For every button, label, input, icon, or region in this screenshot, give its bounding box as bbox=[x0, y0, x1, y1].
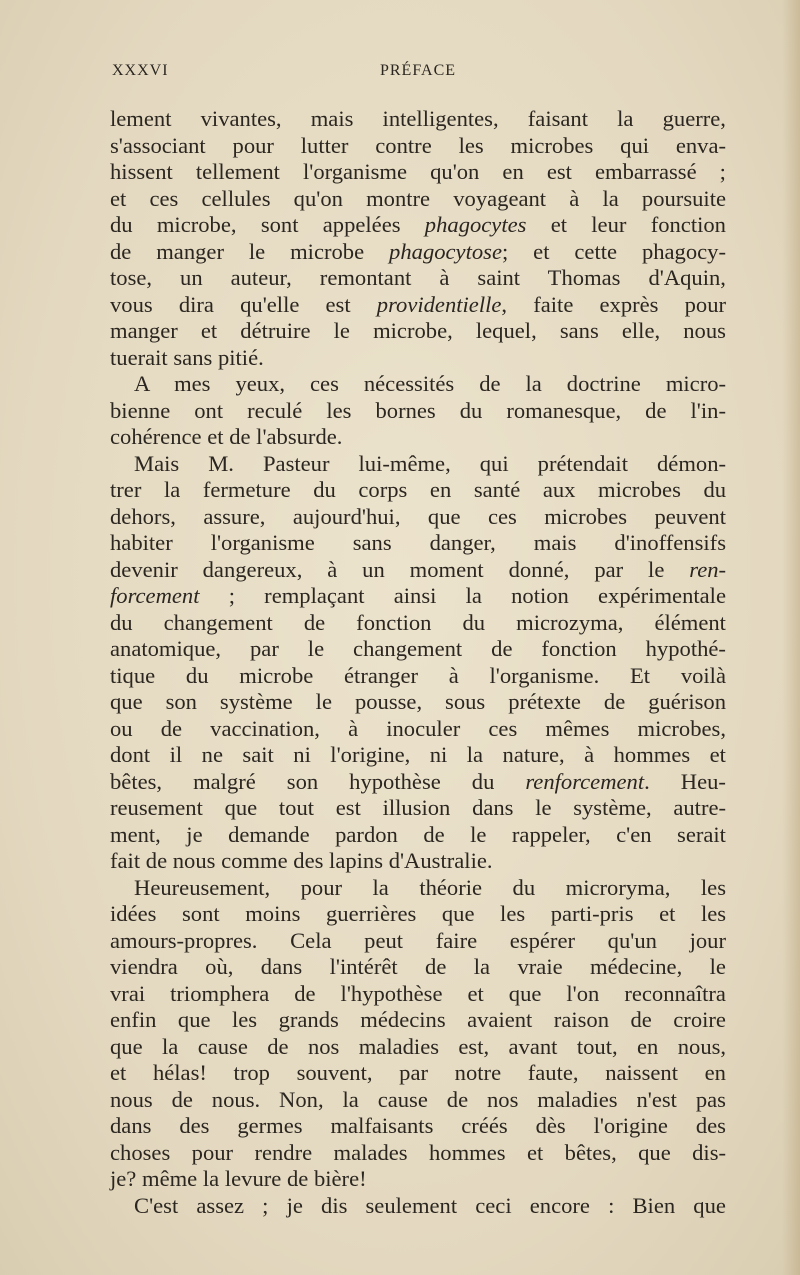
text-line: de manger le microbe phagocytose; et cette phagocy- bbox=[110, 238, 727, 264]
text-line: s'associant pour lutter contre les microbes qui enva- bbox=[110, 132, 727, 158]
text-line: du microbe, sont appelées phagocytes et leur fonction bbox=[110, 212, 726, 237]
text-line: trer la fermeture du corps en santé aux microbes du bbox=[110, 477, 727, 502]
text-line: tose, un auteur, remontant à saint Thomas d'Aquin, bbox=[110, 265, 726, 290]
text-line: lement vivantes, mais intelligentes, faisant la guerre, bbox=[110, 106, 726, 131]
text-line: fait de nous comme des lapins d'Australie. bbox=[110, 848, 493, 873]
paragraph bbox=[110, 451, 726, 875]
text-line: que son système le pousse, sous prétexte de guérison bbox=[110, 689, 726, 714]
paragraph bbox=[110, 875, 726, 1193]
text-line: ment, je demande pardon de le rappeler, c'en serait bbox=[110, 821, 726, 847]
text-line: vrai triomphera de l'hypothèse et que l'on reconnaîtra bbox=[110, 980, 726, 1006]
text-line: du changement de fonction du microzyma, élément bbox=[110, 609, 726, 635]
text-line: bienne ont reculé les bornes du romanesque, de l'in- bbox=[110, 397, 726, 423]
text-line: manger et détruire le microbe, lequel, sans elle, nous bbox=[110, 318, 726, 343]
text-line: habiter l'organisme sans danger, mais d'inoffensifs bbox=[110, 530, 726, 555]
text-line: et hélas! trop souvent, par notre faute, naissent en bbox=[110, 1060, 726, 1085]
text-line: anatomique, par le changement de fonction hypothé- bbox=[110, 636, 726, 661]
text-line: vous dira qu'elle est providentielle, faite exprès pour bbox=[110, 291, 727, 317]
paragraph bbox=[110, 106, 726, 371]
text-line: hissent tellement l'organisme qu'on en est embarrassé ; bbox=[110, 159, 726, 184]
page-number: XXXVI bbox=[112, 62, 169, 79]
text-line: reusement que tout est illusion dans le système, autre- bbox=[110, 795, 727, 820]
text-line: Mais M. Pasteur lui-même, qui prétendait démon- bbox=[134, 450, 727, 476]
text-line: amours-propres. Cela peut faire espérer qu'un jour bbox=[110, 927, 726, 953]
text-line: viendra où, dans l'intérêt de la vraie médecine, le bbox=[110, 954, 726, 979]
text-line: forcement ; remplaçant ainsi la notion expérimentale bbox=[110, 583, 726, 608]
running-title: PRÉFACE bbox=[379, 62, 457, 79]
text-line: et ces cellules qu'on montre voyageant à la poursuite bbox=[110, 185, 726, 211]
text-line: bêtes, malgré son hypothèse du renforcement. Heu- bbox=[110, 768, 726, 794]
text-line: Heureusement, pour la théorie du microryma, les bbox=[134, 874, 726, 900]
paragraph bbox=[110, 1193, 726, 1220]
text-line: tuerait sans pitié. bbox=[110, 344, 264, 370]
text-line: dehors, assure, aujourd'hui, que ces microbes peuvent bbox=[110, 503, 726, 529]
running-header bbox=[112, 62, 724, 86]
text-line: C'est assez ; je dis seulement ceci encore : Bien que bbox=[134, 1192, 726, 1218]
text-line: enfin que les grands médecins avaient raison de croire bbox=[110, 1007, 726, 1032]
text-line: devenir dangereux, à un moment donné, par le ren- bbox=[110, 556, 727, 582]
page-edge-shadow bbox=[782, 0, 800, 1275]
paragraph bbox=[110, 371, 726, 451]
text-line: que la cause de nos maladies est, avant tout, en nous, bbox=[110, 1033, 727, 1059]
text-line: ou de vaccination, à inoculer ces mêmes microbes, bbox=[110, 715, 726, 741]
text-line: dans des germes malfaisants créés dès l'origine des bbox=[110, 1113, 726, 1138]
body-text bbox=[110, 106, 726, 1219]
text-line: idées sont moins guerrières que les parti-pris et les bbox=[110, 901, 727, 926]
text-line: cohérence et de l'absurde. bbox=[110, 424, 343, 449]
text-line: dont il ne sait ni l'origine, ni la nature, à hommes et bbox=[110, 742, 726, 767]
text-line: choses pour rendre malades hommes et bêtes, que dis- bbox=[110, 1139, 727, 1165]
text-line: A mes yeux, ces nécessités de la doctrine micro- bbox=[134, 371, 727, 396]
text-line: je? même la levure de bière! bbox=[110, 1166, 367, 1191]
text-line: nous de nous. Non, la cause de nos maladies n'est pas bbox=[110, 1086, 726, 1112]
text-line: tique du microbe étranger à l'organisme. Et voilà bbox=[110, 662, 726, 688]
